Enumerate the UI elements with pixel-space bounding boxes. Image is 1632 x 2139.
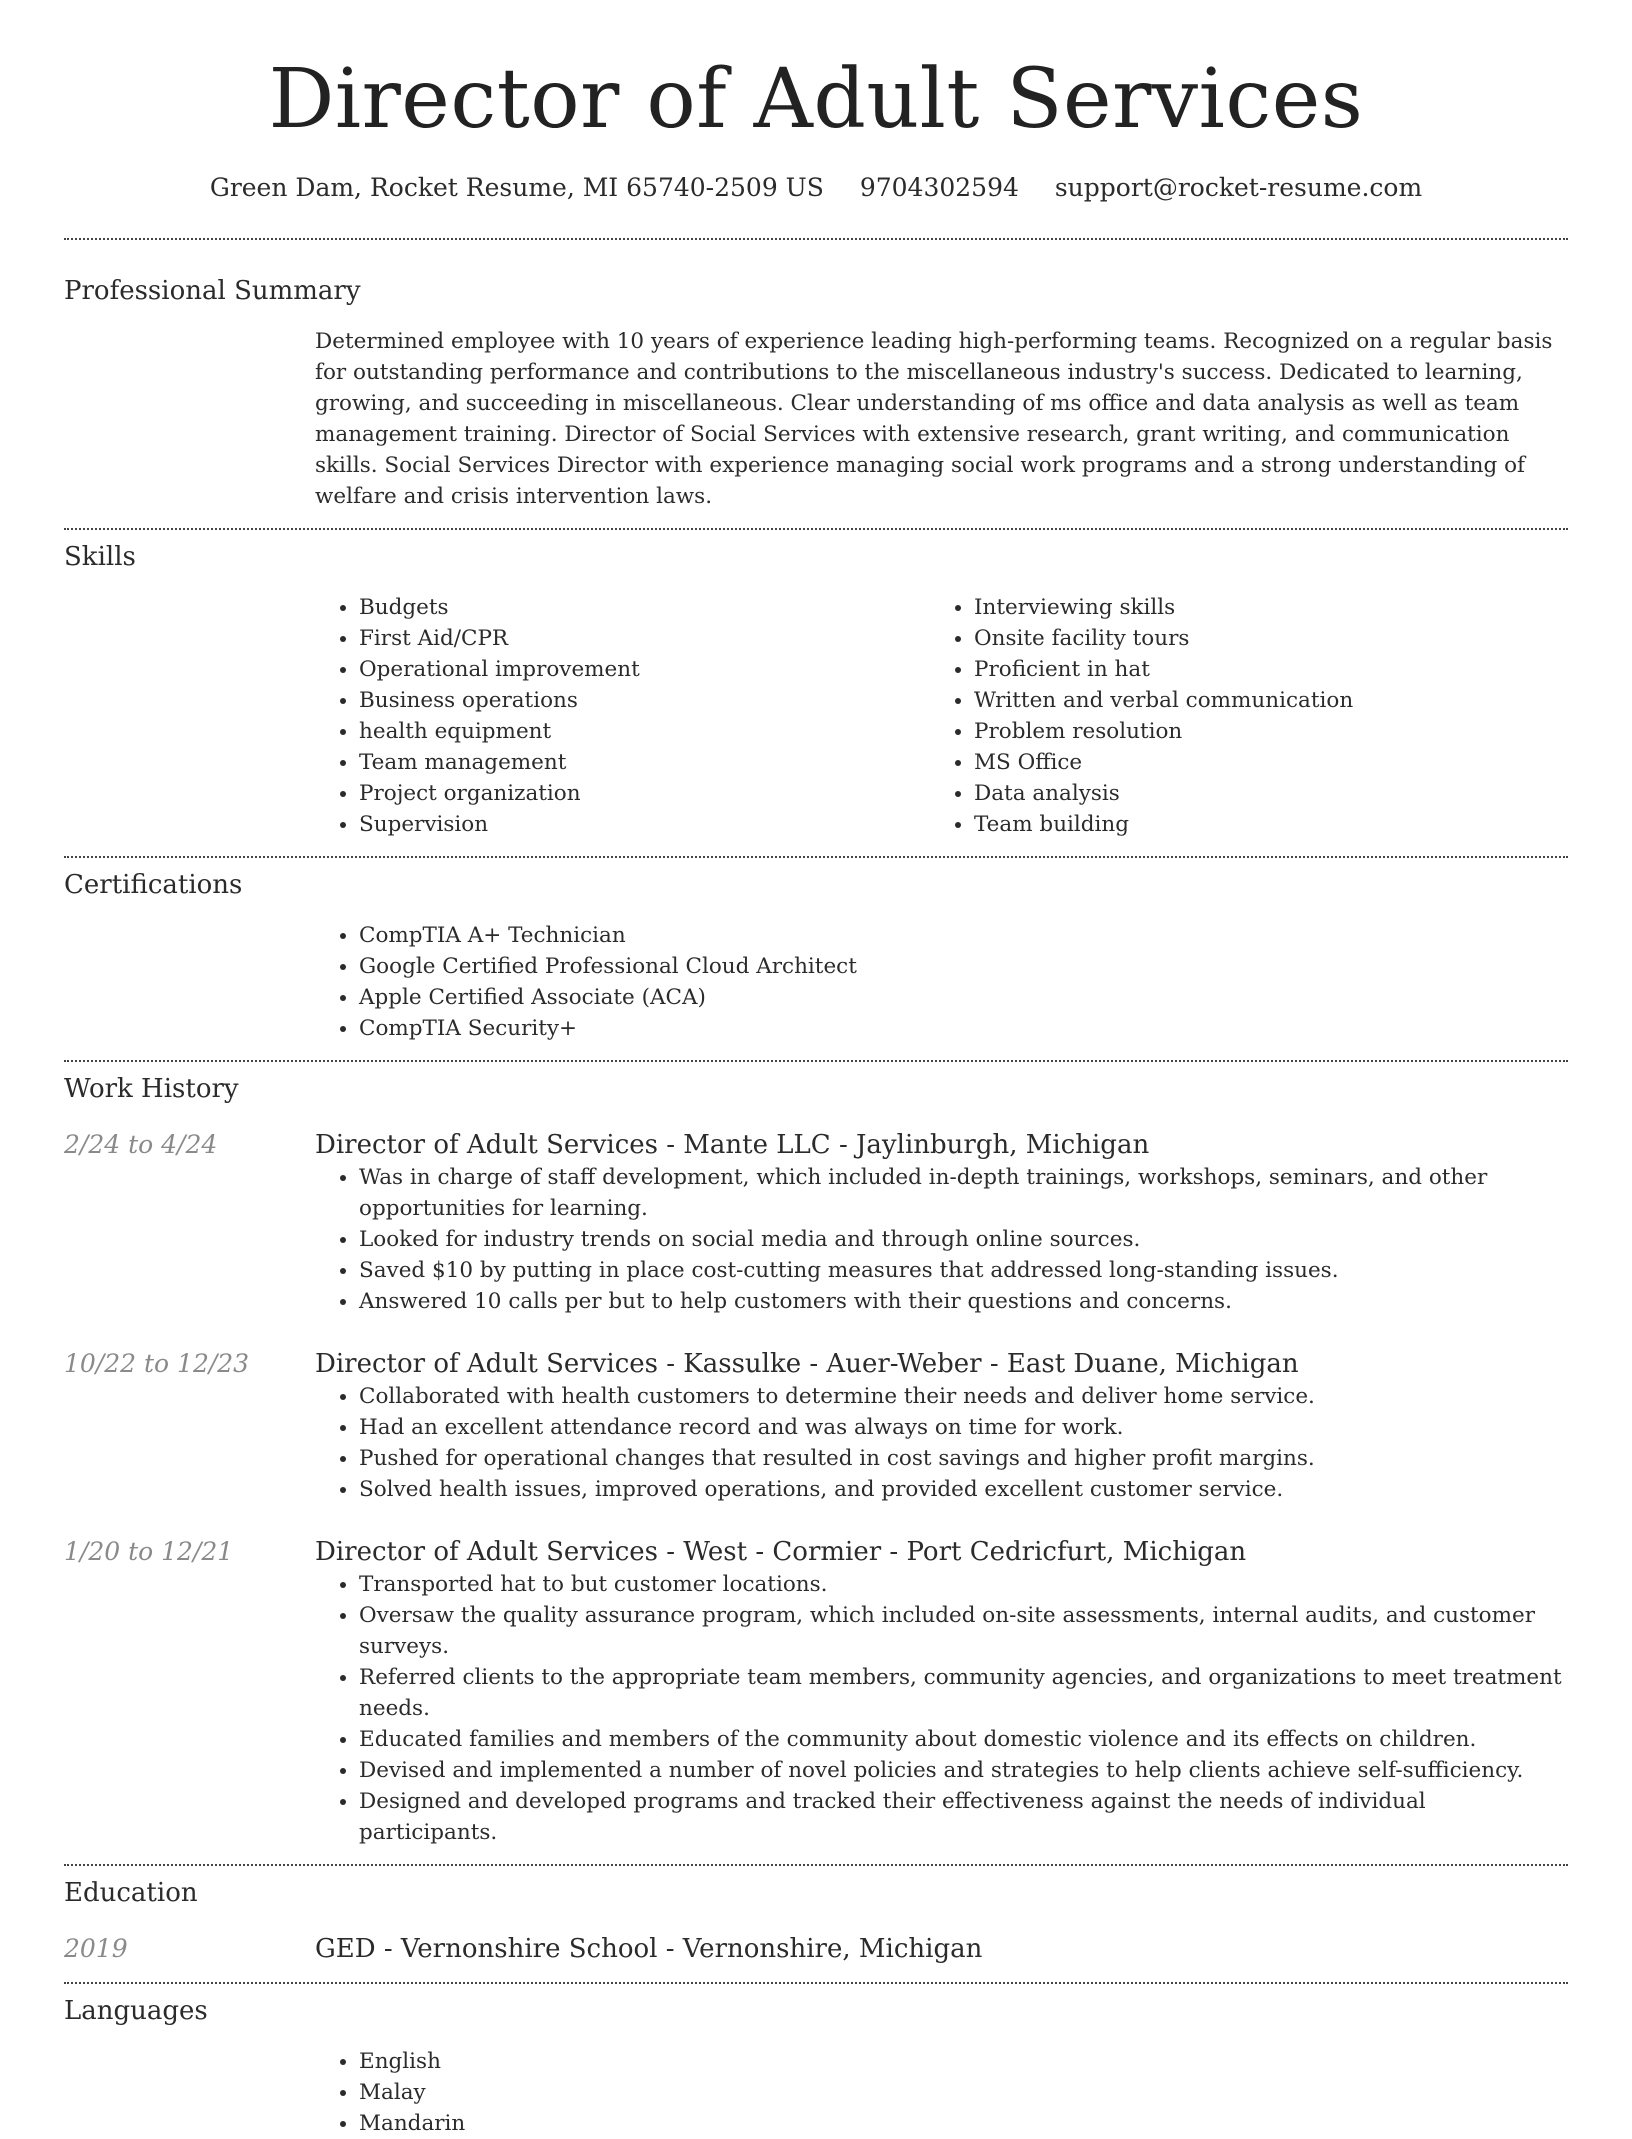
job-entry [64,1535,1568,1848]
contact-address: Green Dam, Rocket Resume, MI 65740-2509 US [209,173,824,202]
skills-content [315,592,1568,840]
job-bullets [315,1569,1568,1848]
languages-section [64,1984,1568,2139]
job-bullet: • Looked for industry trends on social media and through online sources. [359,1224,1568,1255]
certifications-list [315,920,1568,1044]
language-item: • Mandarin [359,2108,1568,2139]
contact-line [64,172,1568,204]
summary-content [315,326,1568,512]
languages-list [315,2046,1568,2139]
skill-item: • Written and verbal communication [974,685,1545,716]
job-bullet: • Solved health issues, improved operations, and provided excellent customer service. [359,1474,1568,1505]
job-bullet: • Answered 10 calls per but to help customers with their questions and concerns. [359,1286,1568,1317]
certifications-heading: Certifications [64,870,243,900]
skills-list-right [930,592,1545,840]
language-item: • English [359,2046,1568,2077]
skill-item: • Team building [974,809,1545,840]
job-dates: 2/24 to 4/24 [64,1130,218,1159]
language-item: • Malay [359,2077,1568,2108]
resume-header [64,0,1568,204]
job-bullet: • Was in charge of staff development, which included in-depth trainings, workshops, seminars, and other opportunities for learning. [359,1162,1568,1224]
job-dates: 1/20 to 12/21 [64,1537,234,1566]
skill-item: • Team management [359,747,930,778]
education-entry [64,1932,1568,1966]
certification-item: • CompTIA A+ Technician [359,920,1568,951]
skill-item: • health equipment [359,716,930,747]
summary-text: Determined employee with 10 years of experience leading high-performing teams. Recognized on a regular basis for outstanding performance and contributions to the miscellaneous industry's success. Dedicated to learning, growing, and succeeding in miscellaneous. Clear understanding of ms office and data analysis as well as team management training. Director of Social Services with extensive research, grant writing, and communication skills. Social Services Director with experience managing social work programs and a strong understanding of welfare and crisis intervention laws. [315,329,1553,509]
skills-heading: Skills [64,542,136,572]
education-body [315,1932,1568,1966]
skills-section [64,530,1568,856]
skill-item: • Proficient in hat [974,654,1545,685]
skill-item: • Project organization [359,778,930,809]
job-entry [64,1128,1568,1317]
candidate-name: Director of Adult Services [268,52,1364,147]
job-bullet: • Pushed for operational changes that resulted in cost savings and higher profit margins. [359,1443,1568,1474]
contact-phone: 9704302594 [859,173,1019,202]
summary-heading: Professional Summary [64,276,361,306]
skill-item: • Interviewing skills [974,592,1545,623]
job-bullet: • Transported hat to but customer locations. [359,1569,1568,1600]
education-section [64,1866,1568,1982]
job-bullet: • Had an excellent attendance record and was always on time for work. [359,1412,1568,1443]
skill-item: • MS Office [974,747,1545,778]
work-history-heading: Work History [64,1074,239,1104]
skills-list-left [315,592,930,840]
skill-item: • Supervision [359,809,930,840]
job-bullet: • Referred clients to the appropriate team members, community agencies, and organizations to meet treatment needs. [359,1662,1568,1724]
job-bullet: • Educated families and members of the community about domestic violence and its effects on children. [359,1724,1568,1755]
education-degree: GED - Vernonshire School - Vernonshire, Michigan [315,1934,983,1964]
certification-item: • CompTIA Security+ [359,1013,1568,1044]
job-bullets [315,1381,1568,1505]
job-bullet: • Collaborated with health customers to determine their needs and deliver home service. [359,1381,1568,1412]
certification-item: • Apple Certified Associate (ACA) [359,982,1568,1013]
job-bullet: • Saved $10 by putting in place cost-cutting measures that addressed long-standing issues. [359,1255,1568,1286]
job-bullet: • Designed and developed programs and tracked their effectiveness against the needs of individual participants. [359,1786,1568,1848]
job-title: Director of Adult Services - West - Cormier - Port Cedricfurt, Michigan [315,1537,1247,1567]
skill-item: • Business operations [359,685,930,716]
education-year: 2019 [64,1934,128,1963]
certifications-content [315,920,1568,1044]
languages-heading: Languages [64,1996,208,2026]
job-title: Director of Adult Services - Mante LLC - Jaylinburgh, Michigan [315,1130,1150,1160]
job-title: Director of Adult Services - Kassulke - Auer-Weber - East Duane, Michigan [315,1349,1299,1379]
skill-item: • Data analysis [974,778,1545,809]
skill-item: • Problem resolution [974,716,1545,747]
certification-item: • Google Certified Professional Cloud Architect [359,951,1568,982]
work-history-section [64,1062,1568,1864]
resume-page [64,0,1568,2139]
job-body [315,1128,1568,1317]
job-body [315,1347,1568,1505]
job-entry [64,1347,1568,1505]
education-heading: Education [64,1878,198,1908]
job-bullet: • Oversaw the quality assurance program, which included on-site assessments, internal audits, and customer surveys. [359,1600,1568,1662]
job-dates: 10/22 to 12/23 [64,1349,250,1378]
summary-section [64,240,1568,528]
skill-item: • First Aid/CPR [359,623,930,654]
job-bullet: • Devised and implemented a number of novel policies and strategies to help clients achieve self-sufficiency. [359,1755,1568,1786]
certifications-section [64,858,1568,1060]
contact-email: support@rocket-resume.com [1054,173,1423,202]
job-bullets [315,1162,1568,1317]
skill-item: • Operational improvement [359,654,930,685]
job-body [315,1535,1568,1848]
skill-item: • Budgets [359,592,930,623]
languages-content [315,2046,1568,2139]
skill-item: • Onsite facility tours [974,623,1545,654]
